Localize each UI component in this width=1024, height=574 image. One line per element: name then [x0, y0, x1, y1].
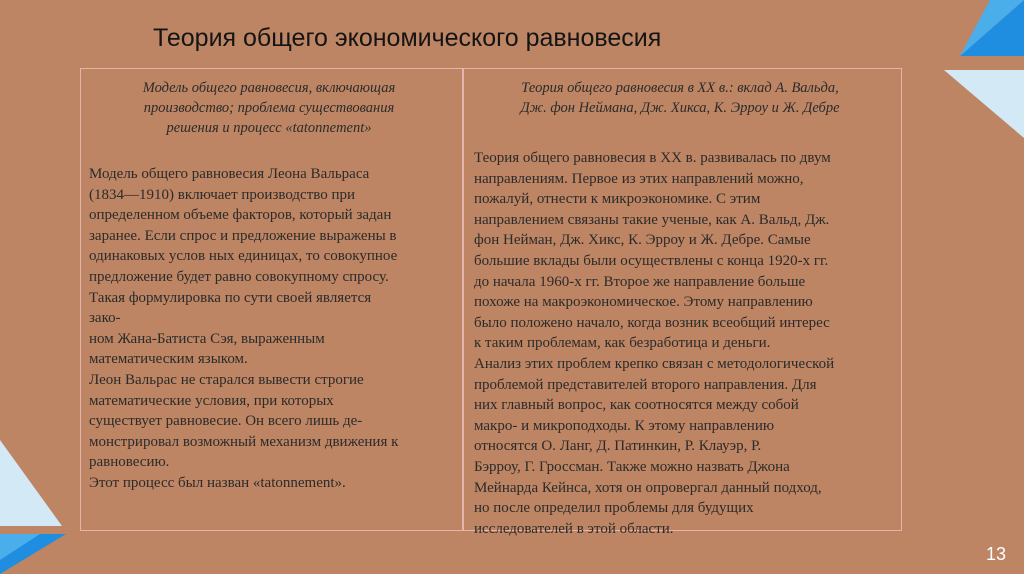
left-column-body	[89, 164, 449, 494]
body-line: фон Нейман, Дж. Хикс, К. Эрроу и Ж. Дебре. Самые	[474, 232, 811, 249]
body-line: направлениям. Первое из этих направлений можно,	[474, 170, 804, 187]
body-line: монстрировал возможный механизм движения к	[89, 433, 399, 450]
body-line: макро- и микроподходы. К этому направлению	[474, 417, 775, 434]
body-line: математические условия, при которых	[89, 392, 334, 409]
page-number: 13	[986, 544, 1007, 564]
heading-line: Дж. фон Неймана, Дж. Хикса, К. Эрроу и Ж. Дебре	[520, 100, 840, 116]
content-table	[80, 68, 902, 537]
body-line: Теория общего равновесия в XX в. развивалась по двум	[474, 150, 831, 166]
body-line: направлением связаны такие ученые, как А. Вальд, Дж.	[474, 211, 830, 228]
heading-line: Модель общего равновесия, включающая	[142, 80, 396, 96]
body-line: зако-	[89, 310, 121, 327]
body-line: к таким проблемам, как безработица и деньги.	[474, 335, 771, 352]
body-line: исследователей в этой области.	[474, 520, 674, 537]
body-line: определенном объеме факторов, который задан	[89, 207, 392, 224]
body-line: было положено начало, когда возник всеобщий интерес	[474, 314, 830, 331]
body-line: проблемой представителей второго направления. Для	[474, 376, 817, 393]
body-line: ном Жана-Батиста Сэя, выраженным	[89, 330, 325, 347]
body-line: относятся О. Ланг, Д. Патинкин, Р. Клауэр, Р.	[474, 438, 762, 455]
body-line: похоже на макроэкономическое. Этому направлению	[474, 294, 813, 311]
body-line: Мейнарда Кейнса, хотя он опровергал данный подход,	[474, 479, 822, 496]
body-line: Этот процесс был назван «tatonnement».	[89, 474, 346, 491]
left-column-heading	[89, 78, 449, 138]
body-line: но после определил проблемы для будущих	[474, 500, 754, 517]
body-line: Такая формулировка по сути своей является	[89, 289, 372, 306]
heading-line: Теория общего равновесия в XX в.: вклад А. Вальда,	[521, 80, 839, 96]
body-line: существует равновесие. Он всего лишь де-	[89, 413, 363, 430]
column-divider	[462, 69, 464, 530]
body-line: математическим языком.	[89, 351, 248, 368]
body-line: Анализ этих проблем крепко связан с методологической	[474, 355, 835, 372]
heading-line: решения и процесс «tatonnement»	[166, 120, 372, 136]
right-column	[474, 69, 886, 539]
right-column-body	[474, 148, 886, 539]
body-line: Модель общего равновесия Леона Вальраса	[89, 166, 370, 182]
body-line: равновесию.	[89, 454, 170, 471]
slide-title: Теория общего экономического равновесия	[153, 24, 662, 52]
body-line: (1834—1910) включает производство при	[89, 186, 356, 203]
heading-line: производство; проблема существования	[143, 100, 395, 116]
corner-decoration-bottom-left	[0, 430, 72, 574]
body-line: до начала 1960-х гг. Второе же направление больше	[474, 273, 806, 290]
body-line: пожалуй, отнести к микроэкономике. С этим	[474, 191, 761, 208]
corner-decoration-top-right	[930, 0, 1024, 150]
body-line: них главный вопрос, как соотносятся между собой	[474, 397, 799, 414]
body-line: заранее. Если спрос и предложение выражены в	[89, 227, 397, 244]
body-line: большие вклады были осуществлены с конца 1920-х гг.	[474, 252, 829, 269]
right-column-heading	[474, 78, 886, 118]
left-column	[89, 69, 449, 494]
body-line: Леон Вальрас не старался вывести строгие	[89, 371, 364, 388]
body-line: предложение будет равно совокупному спросу.	[89, 268, 389, 285]
body-line: Бэрроу, Г. Гроссман. Также можно назвать Джона	[474, 458, 790, 475]
body-line: одинаковых услов ных единицах, то совокупное	[89, 248, 398, 265]
